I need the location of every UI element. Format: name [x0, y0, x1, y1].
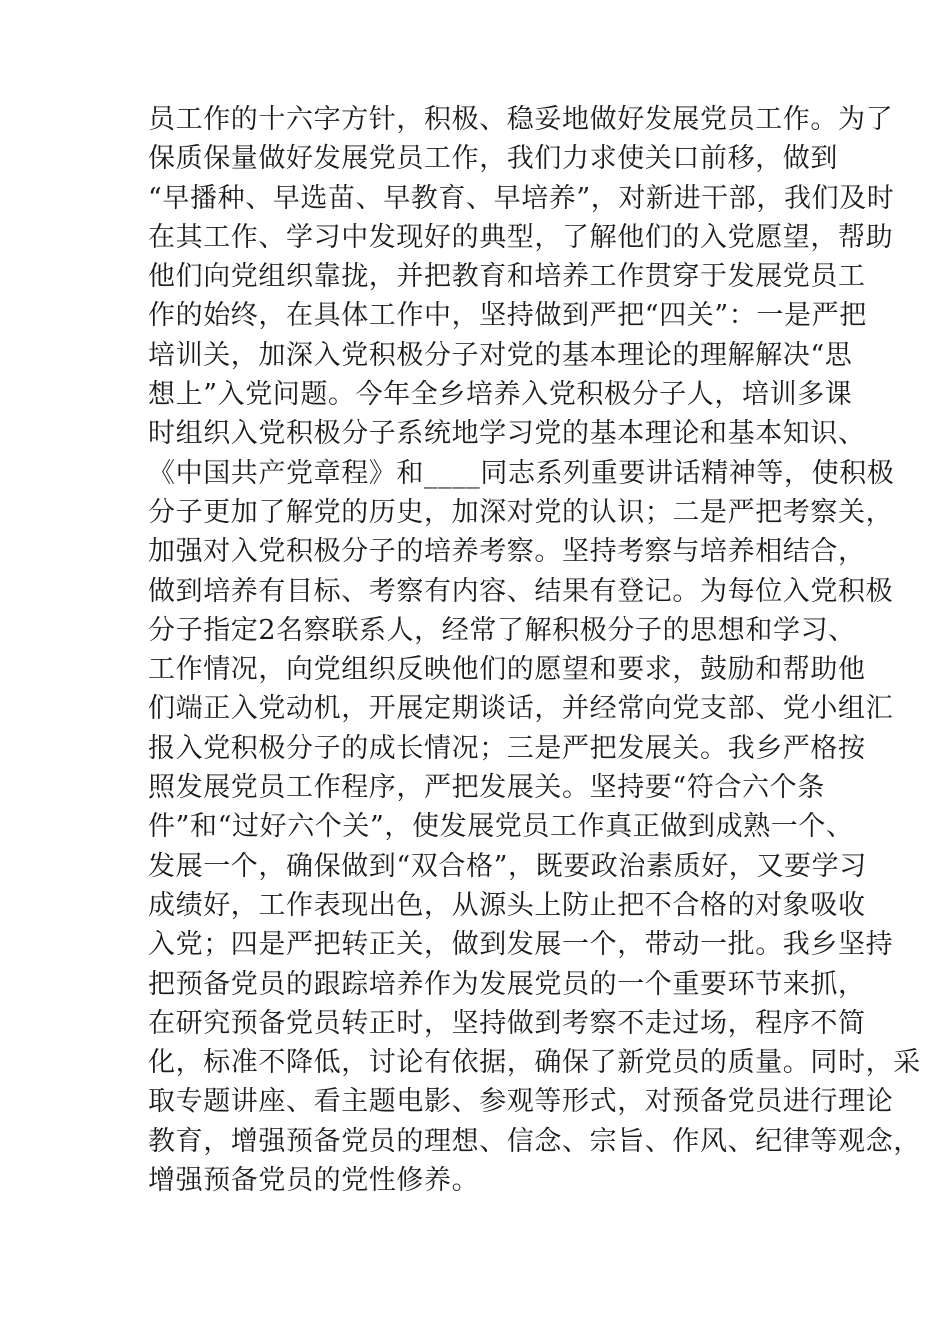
text-line: 成绩好，工作表现出色，从源头上防止把不合格的对象吸收 — [148, 889, 866, 921]
text-line: 增强预备党员的党性修养。 — [148, 1165, 480, 1197]
text-line: “早播种、早选苗、早教育、早培养”，对新进干部，我们及时 — [148, 182, 895, 214]
text-line: 分子指定2名察联系人，经常了解积极分子的思想和学习、 — [148, 614, 856, 646]
text-line: 取专题讲座、看主题电影、参观等形式，对预备党员进行理论 — [148, 1086, 894, 1118]
text-line: 员工作的十六字方针，积极、稳妥地做好发展党员工作。为了 — [148, 104, 894, 135]
text-line: 他们向党组织靠拢，并把教育和培养工作贯穿于发展党员工 — [148, 261, 866, 293]
text-line: 教育，增强预备党员的理想、信念、宗旨、作风、纪律等观念， — [148, 1125, 921, 1157]
text-line: 保质保量做好发展党员工作，我们力求使关口前移，做到 — [148, 143, 838, 175]
text-line: 想上”入党问题。今年全乡培养入党积极分子人，培训多课 — [148, 379, 853, 411]
text-line: 化，标准不降低，讨论有依据，确保了新党员的质量。同时，采 — [148, 1047, 921, 1079]
text-line: 做到培养有目标、考察有内容、结果有登记。为每位入党积极 — [148, 575, 894, 607]
text-line: 分子更加了解党的历史，加深对党的认识；二是严把考察关， — [148, 496, 894, 528]
text-line: 加强对入党积极分子的培养考察。坚持考察与培养相结合， — [148, 536, 866, 568]
text-line: 时组织入党积极分子系统地学习党的基本理论和基本知识、 — [148, 418, 866, 450]
text-line: 入党；四是严把转正关，做到发展一个，带动一批。我乡坚持 — [148, 929, 894, 961]
text-line: 报入党积极分子的成长情况；三是严把发展关。我乡严格按 — [148, 732, 866, 764]
text-line: 在研究预备党员转正时，坚持做到考察不走过场，程序不简 — [148, 1007, 866, 1039]
text-line: 件”和“过好六个关”，使发展党员工作真正做到成熟一个、 — [148, 811, 854, 843]
text-line: 们端正入党动机，开展定期谈话，并经常向党支部、党小组汇 — [148, 693, 894, 725]
text-line: 作的始终，在具体工作中，坚持做到严把“四关”：一是严把 — [148, 300, 867, 332]
text-line: 工作情况，向党组织反映他们的愿望和要求，鼓励和帮助他 — [148, 654, 866, 686]
text-line: 发展一个，确保做到“双合格”，既要政治素质好，又要学习 — [148, 850, 867, 882]
text-line: 在其工作、学习中发现好的典型，了解他们的入党愿望，帮助 — [148, 221, 894, 253]
text-line: 《中国共产党章程》和____同志系列重要讲话精神等，使积极 — [148, 457, 895, 489]
text-line: 照发展党员工作程序，严把发展关。坚持要“符合六个条 — [148, 772, 825, 804]
text-line: 把预备党员的跟踪培养作为发展党员的一个重要环节来抓， — [148, 968, 866, 1000]
text-line: 培训关，加深入党积极分子对党的基本理论的理解解决“思 — [148, 339, 853, 371]
body-paragraph — [148, 100, 921, 1200]
